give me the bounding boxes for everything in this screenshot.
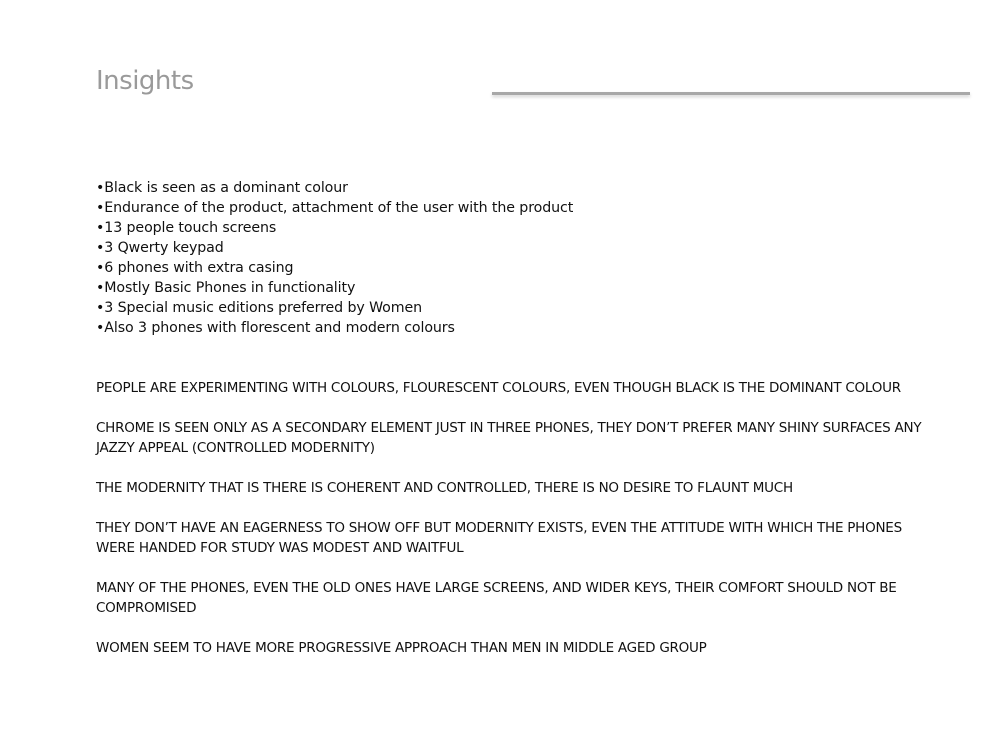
insight-bullet-list — [96, 178, 573, 338]
insight-bullet: •3 Special music editions preferred by Women — [96, 300, 422, 316]
insight-statement: THE MODERNITY THAT IS THERE IS COHERENT AND CONTROLLED, THERE IS NO DESIRE TO FLAUNT MUCH — [96, 480, 793, 496]
title-divider — [492, 92, 970, 95]
insight-bullet: •Black is seen as a dominant colour — [96, 180, 348, 196]
insight-statement: MANY OF THE PHONES, EVEN THE OLD ONES HAVE LARGE SCREENS, AND WIDER KEYS, THEIR COMFORT SHOULD NOT BE COMPROMISED — [96, 580, 897, 616]
insight-bullet: •3 Qwerty keypad — [96, 240, 224, 256]
insight-statement: THEY DON’T HAVE AN EAGERNESS TO SHOW OFF BUT MODERNITY EXISTS, EVEN THE ATTITUDE WITH WHICH THE PHONES WERE HANDED FOR STUDY WAS MODEST AND WAITFUL — [96, 520, 902, 556]
insight-bullet: •Mostly Basic Phones in functionality — [96, 280, 356, 296]
insight-bullet: •Endurance of the product, attachment of the user with the product — [96, 200, 574, 216]
insight-bullet: •13 people touch screens — [96, 220, 277, 236]
insight-statement: CHROME IS SEEN ONLY AS A SECONDARY ELEMENT JUST IN THREE PHONES, THEY DON’T PREFER MANY SHINY SURFACES ANY JAZZY APPEAL (CONTROLLED MODERNITY) — [96, 420, 922, 456]
slide-title: Insights — [96, 66, 194, 96]
insight-bullet: •6 phones with extra casing — [96, 260, 294, 276]
insight-statement: PEOPLE ARE EXPERIMENTING WITH COLOURS, FLOURESCENT COLOURS, EVEN THOUGH BLACK IS THE DOMINANT COLOUR — [96, 380, 901, 396]
insight-statement-list — [96, 378, 926, 678]
insight-statement: WOMEN SEEM TO HAVE MORE PROGRESSIVE APPROACH THAN MEN IN MIDDLE AGED GROUP — [96, 640, 707, 656]
insight-bullet: •Also 3 phones with florescent and modern colours — [96, 320, 455, 336]
